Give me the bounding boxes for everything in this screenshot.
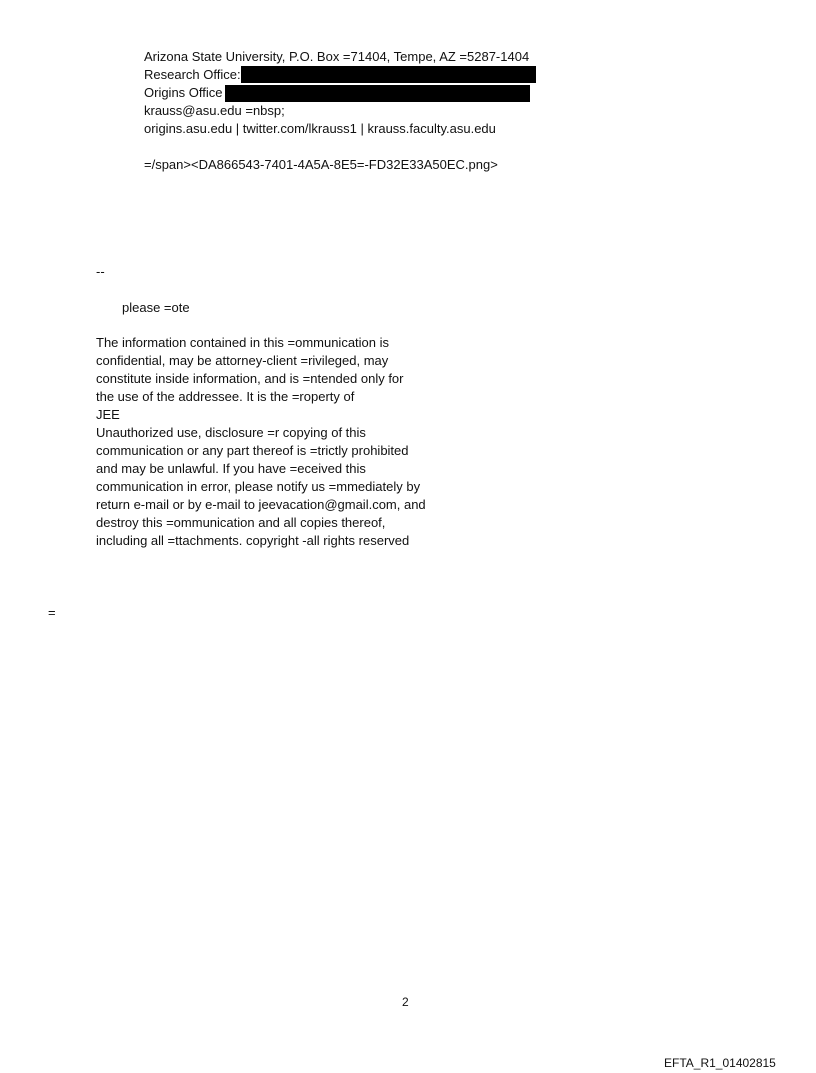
disclaimer-line: confidential, may be attorney-client =rivileged, may [96,353,389,368]
disclaimer-line: including all =ttachments. copyright -all rights reserved [96,533,410,548]
disclaimer-line: destroy this =ommunication and all copies thereof, [96,515,386,530]
trailing-equals: = [48,605,56,620]
signature-links-line: origins.asu.edu | twitter.com/lkrauss1 | krauss.faculty.asu.edu [144,121,496,136]
signature-origins-office-label: Origins Office [144,85,223,100]
disclaimer-line: return e-mail or by e-mail to jeevacation@gmail.com, and [96,497,426,512]
signature-email-line: krauss@asu.edu =nbsp; [144,103,285,118]
page-number: 2 [402,995,409,1009]
disclaimer-line: Unauthorized use, disclosure =r copying of this [96,425,366,440]
signature-research-office-label: Research Office: [144,67,241,82]
redaction-origins-office [225,85,530,102]
note-line: please =ote [122,300,190,315]
disclaimer-line: communication or any part thereof is =trictly prohibited [96,443,409,458]
disclaimer-line: JEE [96,407,120,422]
disclaimer-line: The information contained in this =ommunication is [96,335,390,350]
document-id: EFTA_R1_01402815 [664,1056,776,1070]
disclaimer-block [96,334,476,550]
redaction-research-office [241,66,536,83]
disclaimer-line: constitute inside information, and is =ntended only for [96,371,404,386]
signature-attachment-line: =/span><DA866543-7401-4A5A-8E5=-FD32E33A50EC.png> [144,157,498,172]
separator: -- [96,264,105,279]
disclaimer-line: the use of the addressee. It is the =roperty of [96,389,355,404]
disclaimer-line: and may be unlawful. If you have =eceived this [96,461,366,476]
signature-address-line: Arizona State University, P.O. Box =71404, Tempe, AZ =5287-1404 [144,49,530,64]
disclaimer-line: communication in error, please notify us =mmediately by [96,479,421,494]
